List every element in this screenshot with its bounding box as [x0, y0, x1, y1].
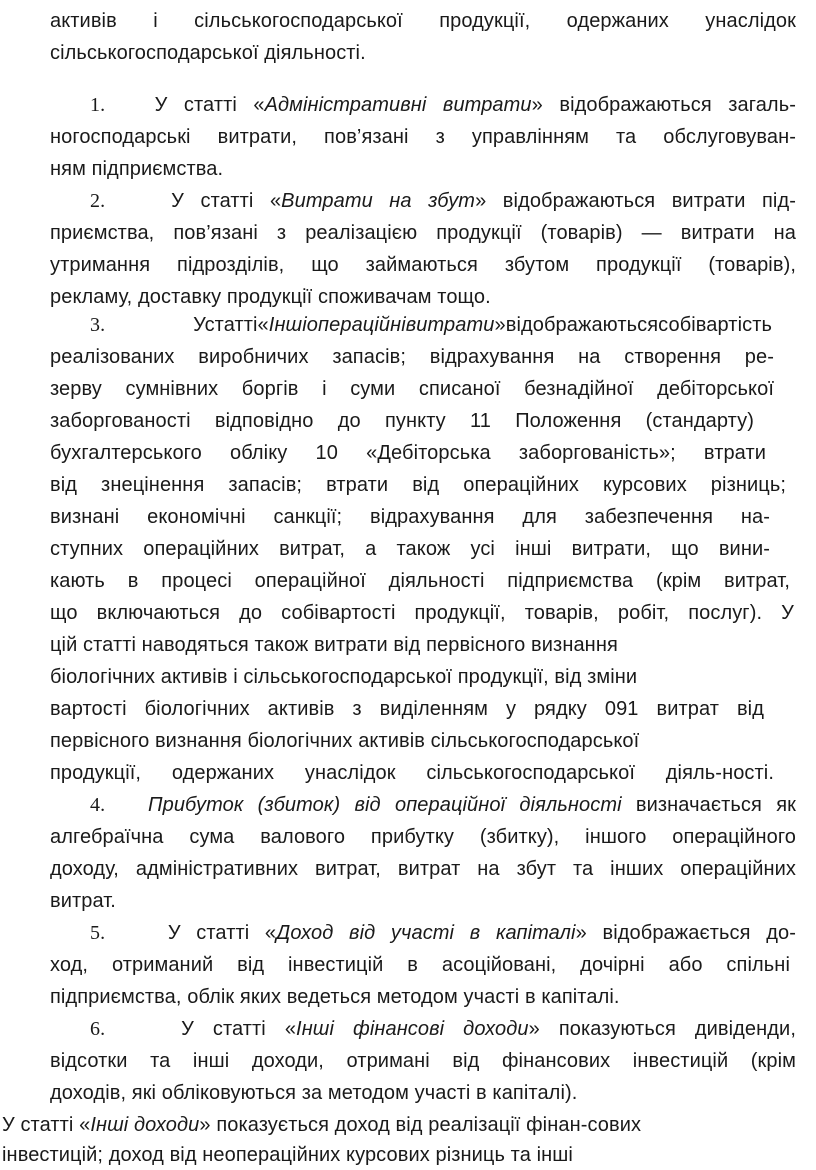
item-6-line-3: доходів, які обліковуються за методом участі в капіталі).: [50, 1082, 578, 1104]
item-6-line-1: 6. У статті «Інші фінансові доходи» показуються дивіденди,: [90, 1018, 796, 1040]
item-5-line-2: ход, отриманий від інвестицій в асоційовані, дочірні або спільні: [50, 954, 790, 976]
item-5-term: Доход від участі в капіталі: [276, 922, 576, 944]
item-3-line-13: вартості біологічних активів з виділенням у рядку 091 витрат від: [50, 698, 764, 720]
item-2-term: Витрати на збут: [281, 190, 476, 212]
item-3-line-12: біологічних активів і сільськогосподарської продукції, від зміни: [50, 666, 638, 688]
item-4-term: Прибуток (збиток) від операційної діяльності: [148, 794, 622, 816]
item-3-term: Іншіопераційнівитрати: [268, 314, 495, 336]
item-3-line-3: зерву сумнівних боргів і суми списаної безнадійної дебіторської: [50, 378, 774, 400]
item-4-line-2: алгебраїчна сума валового прибутку (збитку), іншого операційного: [50, 826, 796, 848]
item-3-line-1: 3. Устатті«Іншіопераційнівитрати»відображаютьсясобівартість: [90, 314, 772, 336]
tail-term: Інші доходи: [90, 1114, 200, 1136]
item-3-line-7: визнані економічні санкції; відрахування для забезпечення на-: [50, 506, 770, 528]
item-5-line-1: 5. У статті «Доход від участі в капіталі» відображається до-: [90, 922, 796, 944]
item-3-line-6: від знецінення запасів; втрати від операційних курсових різниць;: [50, 474, 786, 496]
item-5-line-3: підприємства, облік яких ведеться методом участі в капіталі.: [50, 986, 620, 1008]
tail-line-2: інвестицій; доход від неопераційних курсових різниць та інші: [2, 1144, 573, 1166]
item-1-term: Адміністративні витрати: [264, 94, 532, 116]
item-1-line-2: ногосподарські витрати, пов’язані з управлінням та обслуговуван-: [50, 126, 796, 148]
item-1-number: 1.: [90, 94, 106, 116]
item-2-number: 2.: [90, 190, 106, 212]
item-3-number: 3.: [90, 314, 106, 336]
item-1-line-1: 1. У статті «Адміністративні витрати» відображаються загаль-: [90, 94, 796, 116]
intro-line-1: активів і сільськогосподарської продукції, одержаних унаслідок: [50, 10, 796, 32]
item-2-line-1: 2. У статті «Витрати на збут» відображаються витрати під-: [90, 190, 796, 212]
item-4-line-4: витрат.: [50, 890, 116, 912]
item-4-number: 4.: [90, 794, 106, 816]
item-6-line-2: відсотки та інші доходи, отримані від фінансових інвестицій (крім: [50, 1050, 796, 1072]
item-3-line-9: кають в процесі операційної діяльності підприємства (крім витрат,: [50, 570, 790, 592]
item-3-line-15: продукції, одержаних унаслідок сільськогосподарської діяль-ності.: [50, 762, 774, 784]
item-3-line-5: бухгалтерського обліку 10 «Дебіторська заборгованість»; втрати: [50, 442, 766, 464]
item-3-line-14: первісного визнання біологічних активів сільськогосподарської: [50, 730, 640, 752]
tail-line-1: У статті «Інші доходи» показується доход від реалізації фінан-сових: [2, 1114, 642, 1136]
intro-line-2: сільськогосподарської діяльності.: [50, 42, 366, 64]
item-5-number: 5.: [90, 922, 106, 944]
item-2-line-4: рекламу, доставку продукції споживачам тощо.: [50, 286, 491, 308]
item-4-line-1: 4. Прибуток (збиток) від операційної діяльності визначається як: [90, 794, 796, 816]
item-6-number: 6.: [90, 1018, 106, 1040]
item-3-line-10: що включаються до собівартості продукції, товарів, робіт, послуг). У: [50, 602, 794, 624]
item-3-line-8: ступних операційних витрат, а також усі інші витрати, що вини-: [50, 538, 770, 560]
item-3-line-2: реалізованих виробничих запасів; відрахування на створення ре-: [50, 346, 774, 368]
item-6-term: Інші фінансові доходи: [296, 1018, 529, 1040]
item-1-line-3: ням підприємства.: [50, 158, 224, 180]
item-3-line-4: заборгованості відповідно до пункту 11 Положення (стандарту): [50, 410, 754, 432]
item-2-line-3: утримання підрозділів, що займаються збутом продукції (товарів),: [50, 254, 796, 276]
item-3-line-11: цій статті наводяться також витрати від первісного визнання: [50, 634, 618, 656]
item-2-line-2: приємства, пов’язані з реалізацією продукції (товарів) — витрати на: [50, 222, 796, 244]
item-4-line-3: доходу, адміністративних витрат, витрат на збут та інших операційних: [50, 858, 796, 880]
